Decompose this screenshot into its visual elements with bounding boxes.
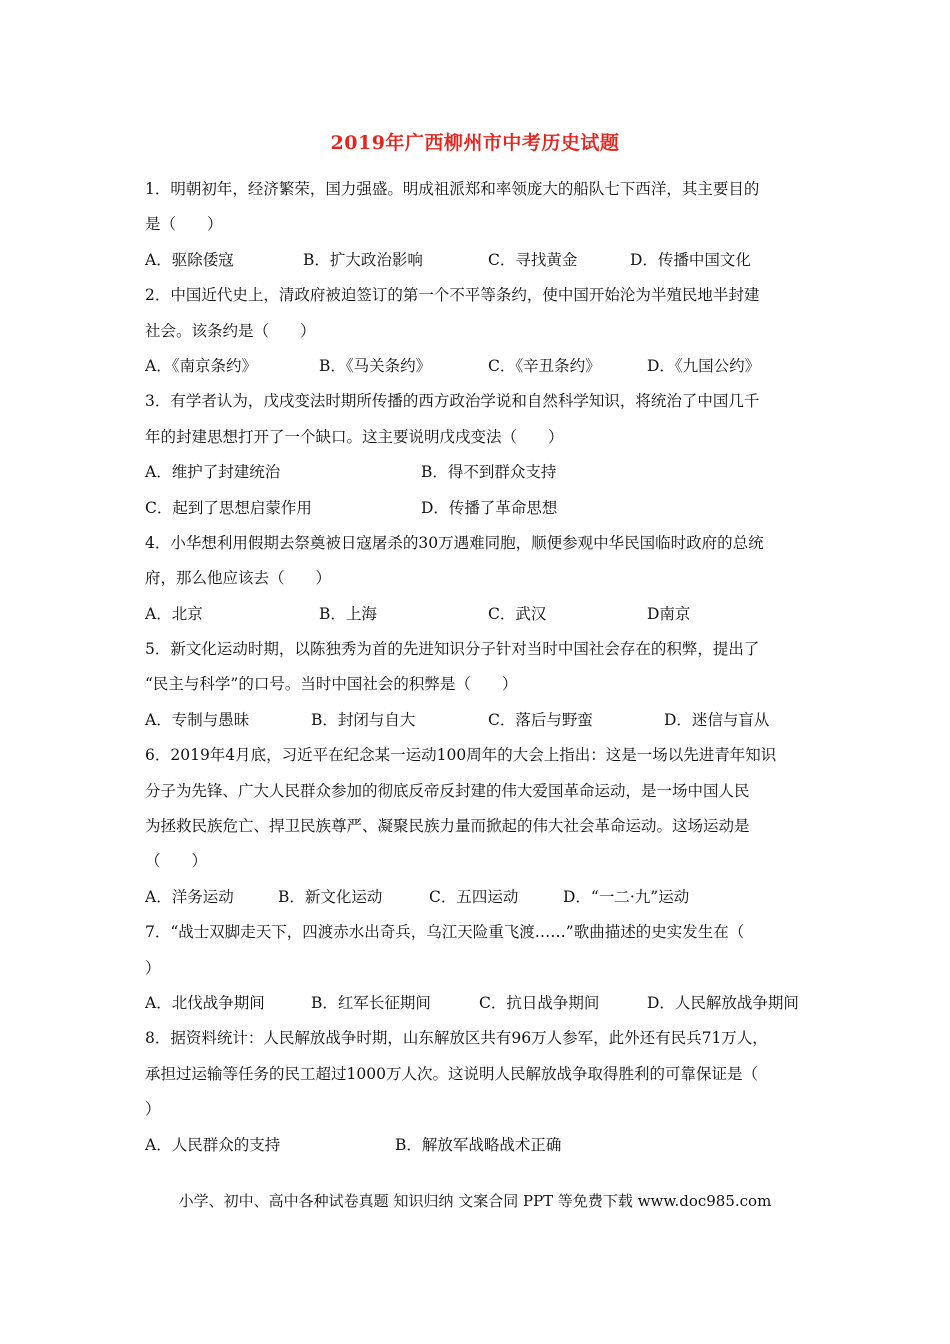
page-footer: 小学、初中、高中各种试卷真题 知识归纳 文案合同 PPT 等免费下载 www.doc985.com <box>178 1192 772 1210</box>
option-d: D．传播了革命思想 <box>421 498 558 517</box>
option-c: C．寻找黄金 <box>488 250 578 269</box>
option-d: D．人民解放战争期间 <box>647 993 799 1012</box>
option-d: D南京 <box>647 604 691 623</box>
option-a: A．《南京条约》 <box>145 356 257 375</box>
question-2 <box>145 278 810 384</box>
question-stem-line: 社会。该条约是（ ） <box>145 321 316 340</box>
option-a: A．北伐战争期间 <box>145 993 265 1012</box>
option-c: C．抗日战争期间 <box>479 993 600 1012</box>
option-row <box>145 1128 810 1163</box>
option-c: C．武汉 <box>488 604 547 623</box>
option-row <box>145 703 810 738</box>
option-d: D．“一二·九”运动 <box>563 887 690 906</box>
question-stem-line: 年的封建思想打开了一个缺口。这主要说明戊戌变法（ ） <box>145 427 564 446</box>
question-stem-line: “民主与科学”的口号。当时中国社会的积弊是（ ） <box>145 675 518 694</box>
question-stem-line: 8．据资料统计：人民解放战争时期，山东解放区共有96万人参军，此外还有民兵71万人， <box>145 1029 768 1048</box>
option-row <box>145 243 810 278</box>
question-stem-line: 为拯救民族危亡、捍卫民族尊严、凝聚民族力量而掀起的伟大社会革命运动。这场运动是 <box>145 817 750 836</box>
question-stem-line: 是（ ） <box>145 215 223 234</box>
question-stem-line: 7．“战士双脚走天下，四渡赤水出奇兵，乌江天险重飞渡……”歌曲描述的史实发生在（ <box>145 923 745 942</box>
option-a: A．专制与愚昧 <box>145 710 250 729</box>
option-d: D．传播中国文化 <box>630 250 751 269</box>
question-stem-line: ） <box>145 958 161 977</box>
option-b: B．《马关条约》 <box>319 356 432 375</box>
question-8 <box>145 1021 810 1163</box>
question-stem-line: ） <box>145 1100 161 1119</box>
option-d: D．《九国公约》 <box>647 356 761 375</box>
option-b: B．扩大政治影响 <box>303 250 423 269</box>
question-6 <box>145 738 810 915</box>
page-title: 2019年广西柳州市中考历史试题 <box>330 132 620 154</box>
option-b: B．解放军战略战术正确 <box>395 1135 562 1154</box>
option-a: A．驱除倭寇 <box>145 250 234 269</box>
option-d: D．迷信与盲从 <box>664 710 770 729</box>
question-stem-line: 府，那么他应该去（ ） <box>145 569 332 588</box>
option-b: B．新文化运动 <box>278 887 383 906</box>
option-row <box>145 349 810 384</box>
question-stem-line: 1．明朝初年，经济繁荣，国力强盛。明成祖派郑和率领庞大的船队七下西洋，其主要目的 <box>145 180 760 198</box>
option-row <box>145 880 810 915</box>
option-a: A．北京 <box>145 604 203 623</box>
option-a: A．人民群众的支持 <box>145 1135 281 1154</box>
option-row <box>145 597 810 632</box>
question-5 <box>145 632 810 738</box>
question-stem-line: （ ） <box>145 852 208 871</box>
option-b: B．上海 <box>319 604 377 623</box>
option-b: B．红军长征期间 <box>311 993 431 1012</box>
option-row <box>145 986 810 1021</box>
option-c: C．起到了思想启蒙作用 <box>145 498 312 517</box>
option-c: C．《辛丑条约》 <box>488 356 601 375</box>
question-3 <box>145 384 810 526</box>
question-stem-line: 承担过运输等任务的民工超过1000万人次。这说明人民解放战争取得胜利的可靠保证是（ <box>145 1064 758 1083</box>
question-stem-line: 4．小华想利用假期去祭奠被日寇屠杀的30万遇难同胞，顺便参观中华民国临时政府的总统 <box>145 533 764 552</box>
question-stem-line: 3．有学者认为，戊戌变法时期所传播的西方政治学说和自然科学知识，将统治了中国几千 <box>145 392 760 411</box>
option-row <box>145 491 810 526</box>
option-b: B．封闭与自大 <box>311 710 416 729</box>
question-7 <box>145 915 810 1021</box>
option-a: A．洋务运动 <box>145 887 234 906</box>
question-stem-line: 分子为先锋、广大人民群众参加的彻底反帝反封建的伟大爱国革命运动，是一场中国人民 <box>145 781 750 800</box>
question-stem-line: 2．中国近代史上，清政府被迫签订的第一个不平等条约，使中国开始沦为半殖民地半封建 <box>145 286 760 305</box>
option-c: C．五四运动 <box>429 887 519 906</box>
question-4 <box>145 526 810 632</box>
question-stem-line: 6．2019年4月底，习近平在纪念某一运动100周年的大会上指出：这是一场以先进青年知识 <box>145 746 777 765</box>
question-stem-line: 5．新文化运动时期，以陈独秀为首的先进知识分子针对当时中国社会存在的积弊，提出了 <box>145 640 760 659</box>
option-a: A．维护了封建统治 <box>145 463 281 482</box>
option-c: C．落后与野蛮 <box>488 710 593 729</box>
question-list <box>145 172 810 1163</box>
option-b: B．得不到群众支持 <box>421 463 557 482</box>
option-row <box>145 455 810 490</box>
question-1 <box>145 172 810 278</box>
